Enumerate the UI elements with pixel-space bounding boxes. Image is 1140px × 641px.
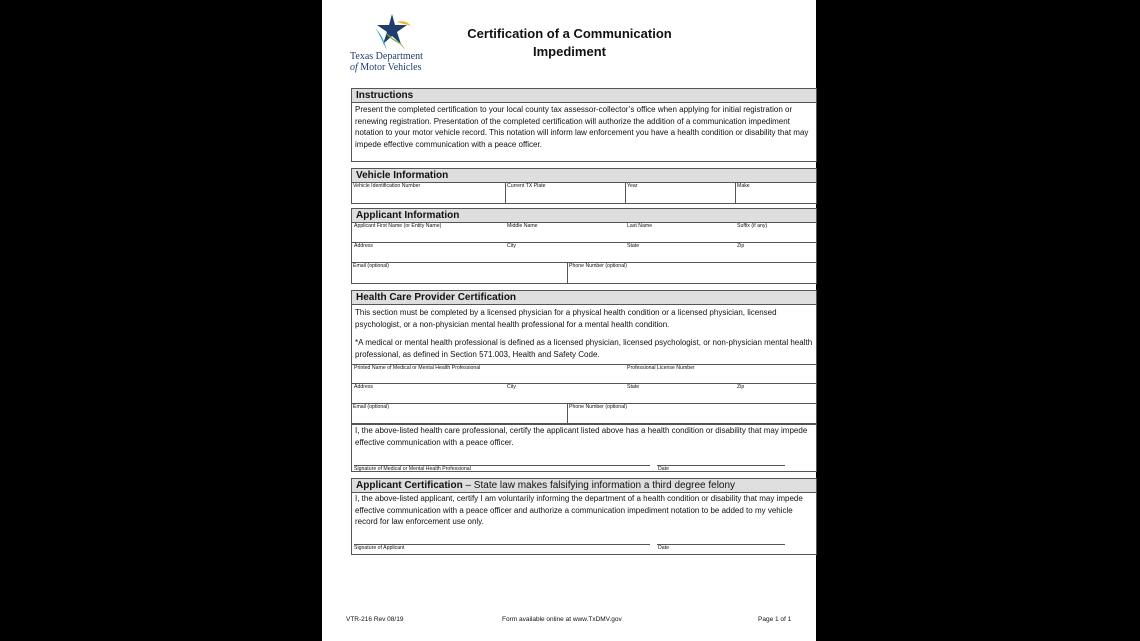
provider-signature-label: Signature of Medical or Mental Health Professional <box>354 466 471 472</box>
applicant-name-row <box>352 223 816 243</box>
provider-contact-row <box>352 404 816 424</box>
vehicle-section <box>351 168 817 204</box>
provider-section <box>351 290 817 472</box>
suffix-field[interactable]: Suffix (if any) <box>737 223 768 229</box>
provider-heading: Health Care Provider Certification <box>352 291 816 305</box>
make-field[interactable]: Make <box>735 183 816 203</box>
email-field[interactable]: Email (optional) <box>353 263 390 269</box>
license-number-field[interactable]: Professional License Number <box>627 365 695 371</box>
last-name-field[interactable]: Last Name <box>627 223 653 229</box>
provider-phone-field[interactable]: Phone Number (optional) <box>567 404 816 423</box>
form-title: Certification of a Communication Impediment <box>467 26 672 59</box>
txdmv-logo <box>350 14 440 74</box>
state-field[interactable]: State <box>627 243 640 249</box>
zip-field[interactable]: Zip <box>737 243 745 249</box>
provider-state-field[interactable]: State <box>627 384 640 390</box>
provider-date-line[interactable] <box>657 465 785 466</box>
page-number: Page 1 of 1 <box>758 616 792 623</box>
provider-definition-text: *A medical or mental health professional is defined as a licensed physician, licensed psychologist, or non-physician mental health professional, as defined in Section 571.003, Health and Safety Code. <box>355 338 813 359</box>
city-field[interactable]: City <box>507 243 516 249</box>
form-id: VTR-216 Rev 08/19 <box>346 616 404 623</box>
provider-cert-block <box>352 424 816 477</box>
applicant-heading: Applicant Information <box>352 209 816 223</box>
middle-name-field[interactable]: Middle Name <box>507 223 538 229</box>
vehicle-heading: Vehicle Information <box>352 169 816 183</box>
phone-field[interactable]: Phone Number (optional) <box>567 263 816 283</box>
applicant-contact-row <box>352 263 816 283</box>
applicant-signature-label: Signature of Applicant <box>354 545 405 551</box>
instructions-heading: Instructions <box>352 89 816 103</box>
applicant-cert-heading: Applicant Certification – State law makes falsifying information a third degree felony <box>352 479 816 493</box>
applicant-section <box>351 208 817 284</box>
tx-plate-field[interactable]: Current TX Plate <box>505 183 625 203</box>
year-field[interactable]: Year <box>625 183 735 203</box>
provider-cert-text: I, the above-listed health care professional, certify the applicant listed above has a health condition or disability that may impede effective communication with a peace officer. <box>355 426 808 447</box>
first-name-field[interactable]: Applicant First Name (or Entity Name) <box>354 223 442 229</box>
applicant-cert-text: I, the above-listed applicant, certify I am voluntarily informing the department of a health condition or disability that may impede effective communication with a peace officer and authorize a communication impediment notation to be added to my vehicle record for law enforcement use only. <box>355 494 803 526</box>
applicant-cert-section <box>351 478 817 555</box>
form-page <box>322 0 816 641</box>
provider-name-row <box>352 364 816 384</box>
provider-zip-field[interactable]: Zip <box>737 384 745 390</box>
provider-name-field[interactable]: Printed Name of Medical or Mental Health Professional <box>354 365 481 371</box>
applicant-address-row <box>352 243 816 263</box>
address-field[interactable]: Address <box>354 243 374 249</box>
org-name-line2: of Motor Vehicles <box>350 62 422 73</box>
vehicle-row <box>352 183 816 203</box>
instructions-section <box>351 88 817 162</box>
instructions-text: Present the completed certification to your local county tax assessor-collector’s office when applying for initial registration or renewing registration. Presentation of the completed certification will authorize the addition of a communication impediment notation to your motor vehicle record. This notation will inform law enforcement you have a health condition or disability that may impede effective communication with a peace officer. <box>355 105 809 149</box>
provider-intro-text: This section must be completed by a licensed physician for a physical health condition or a licensed physician, licensed psychologist, or a non-physician mental health professional for a mental health condition. <box>355 308 777 329</box>
provider-date-label: Date <box>658 466 669 472</box>
provider-address-row <box>352 384 816 404</box>
applicant-date-line[interactable] <box>657 544 785 545</box>
provider-email-field[interactable]: Email (optional) <box>353 404 390 410</box>
form-availability: Form available online at www.TxDMV.gov <box>502 616 622 623</box>
provider-address-field[interactable]: Address <box>354 384 374 390</box>
applicant-date-label: Date <box>658 545 669 551</box>
provider-city-field[interactable]: City <box>507 384 516 390</box>
vin-field[interactable]: Vehicle Identification Number <box>353 183 421 189</box>
org-name-line1: Texas Department <box>350 51 423 62</box>
star-icon <box>371 14 411 52</box>
